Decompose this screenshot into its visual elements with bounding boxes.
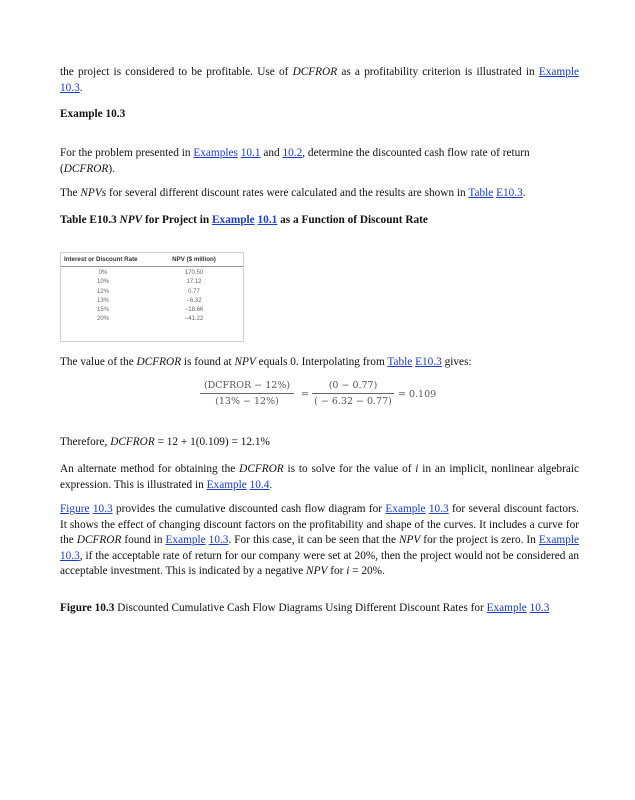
text: . — [269, 478, 273, 491]
text: An alternate method for obtaining the — [60, 463, 240, 475]
text: = 20%. — [349, 565, 385, 578]
text: as a Function of Discount Rate — [277, 214, 428, 226]
table-row — [61, 306, 243, 315]
denominator: (13% − 12%) — [200, 393, 294, 407]
term-npvs: NPVs — [80, 187, 107, 199]
table-row — [61, 288, 243, 297]
cell-rate: 20% — [96, 316, 109, 323]
text: . For this case, it can be seen that the — [228, 534, 399, 547]
example-heading: Example 10.3 — [60, 108, 126, 120]
text: ( — [60, 162, 64, 175]
link-figure[interactable]: Figure — [60, 503, 90, 515]
text: For the problem presented in — [60, 147, 194, 159]
link-10-3[interactable]: 10.3 — [208, 534, 229, 547]
text: found in — [121, 534, 166, 547]
cell-npv: 17.12 — [186, 279, 202, 286]
link-e10-3[interactable]: E10.3 — [496, 187, 523, 199]
link-example[interactable]: Example — [165, 534, 206, 547]
npv-table — [60, 252, 244, 342]
text: provides the cumulative discounted cash flow diagram for — [112, 503, 386, 515]
link-e10-3[interactable]: E10.3 — [415, 356, 442, 368]
figure-label: Figure 10.3 — [60, 602, 115, 614]
term-dcfror: DCFROR — [136, 356, 182, 368]
term-npv: NPV — [306, 565, 328, 578]
link-10-1[interactable]: 10.1 — [257, 214, 278, 226]
paragraph-npvs — [60, 186, 579, 202]
link-table[interactable]: Table — [387, 356, 413, 368]
cell-npv: −41.22 — [184, 316, 204, 323]
text: = 12 + 1(0.109) = 12.1% — [154, 436, 270, 448]
text: The value of the — [60, 356, 137, 368]
term-npv: NPV — [234, 356, 256, 368]
text: and — [260, 147, 283, 159]
term-npv: NPV — [119, 214, 143, 226]
equals-sign: = — [301, 389, 309, 400]
text: Discounted Cumulative Cash Flow Diagrams Using Different Discount Rates for — [114, 602, 487, 614]
text: Table E10.3 — [60, 214, 120, 226]
paragraph-problem — [60, 146, 579, 177]
paragraph-interpolating — [60, 355, 579, 371]
header-npv: NPV ($ million) — [145, 253, 243, 267]
text: . — [522, 187, 526, 199]
denominator: ( − 6.32 − 0.77) — [312, 393, 394, 407]
text: the project is considered to be profitable. Use of — [60, 66, 293, 78]
paragraph-profitability — [60, 65, 579, 96]
interpolation-equation — [196, 380, 456, 414]
text: is found at — [181, 356, 235, 368]
cell-npv: 0.77 — [188, 288, 200, 295]
text: in an implicit, nonlinear algebraic expression. This is illustrated in — [60, 463, 580, 491]
table-row — [61, 267, 243, 279]
link-examples[interactable]: Examples — [193, 147, 238, 159]
term-i: i — [346, 565, 350, 578]
paragraph-therefore — [60, 435, 579, 451]
text: for — [327, 565, 347, 578]
link-table[interactable]: Table — [468, 187, 494, 199]
cell-rate: 15% — [96, 307, 109, 314]
fraction-right — [312, 380, 394, 407]
text: for the project is zero. In — [420, 534, 539, 547]
link-example[interactable]: Example — [538, 534, 579, 547]
term-dcfror: DCFROR — [292, 66, 338, 78]
text: for Project in — [142, 214, 213, 226]
text: ). — [108, 162, 115, 175]
link-10-4[interactable]: 10.4 — [249, 478, 270, 491]
link-10-3[interactable]: 10.3 — [529, 602, 550, 614]
cell-rate: 13% — [96, 297, 109, 304]
paragraph-figure-description — [60, 502, 579, 580]
header-discount-rate: Interest or Discount Rate — [61, 253, 145, 267]
table-row — [61, 278, 243, 287]
cell-rate: 10% — [96, 279, 109, 286]
table-row — [61, 315, 243, 324]
text: , determine the discounted cash flow rate of return — [302, 147, 530, 159]
text: equals 0. Interpolating from — [255, 356, 388, 368]
term-dcfror: DCFROR — [76, 534, 122, 547]
text: as a profitability criterion is illustrated in — [337, 66, 539, 78]
text: . — [79, 81, 83, 94]
cell-npv: −6.32 — [186, 297, 202, 304]
numerator: (0 − 0.77) — [328, 380, 378, 391]
link-10-3[interactable]: 10.3 — [60, 81, 80, 94]
fraction-left — [200, 380, 294, 407]
table-row — [61, 297, 243, 306]
cell-npv: 170.50 — [184, 270, 204, 276]
term-dcfror: DCFROR — [63, 162, 109, 175]
equation-result: = 0.109 — [398, 389, 437, 400]
link-example[interactable]: Example — [385, 503, 426, 515]
cell-npv: −18.66 — [184, 307, 204, 314]
link-example[interactable]: Example — [538, 66, 579, 78]
term-npv: NPV — [398, 534, 421, 547]
link-10-3[interactable]: 10.3 — [428, 503, 449, 515]
text: is to solve for the value of — [283, 463, 416, 475]
text: , if the acceptable rate of return for our company were set at 20%, then the project would not be considered an acceptable investment. This is indicated by a negative — [60, 549, 579, 578]
link-example[interactable]: Example — [486, 602, 527, 614]
link-10-3[interactable]: 10.3 — [60, 549, 80, 562]
numerator: (DCFROR − 12%) — [203, 380, 291, 391]
text: gives: — [441, 356, 472, 368]
link-example[interactable]: Example — [212, 214, 255, 226]
link-10-2[interactable]: 10.2 — [282, 147, 303, 159]
link-10-1[interactable]: 10.1 — [240, 147, 261, 159]
paragraph-alternate-method — [60, 462, 579, 493]
figure-caption — [60, 601, 579, 617]
term-dcfror: DCFROR — [110, 436, 155, 448]
cell-rate: 0% — [98, 270, 108, 276]
cell-rate: 12% — [96, 288, 109, 295]
text: for several discount factors. It shows the effect of changing discount factors on the profitability and shape of the curves. It includes a curve for the — [60, 503, 580, 547]
text: The — [60, 187, 81, 199]
term-dcfror: DCFROR — [239, 463, 284, 475]
link-example[interactable]: Example — [206, 478, 247, 491]
text: for several different discount rates were calculated and the results are shown in — [106, 187, 469, 199]
term-i: i — [415, 463, 419, 475]
text: Therefore, — [60, 436, 111, 448]
table-caption — [60, 213, 579, 229]
link-10-3[interactable]: 10.3 — [92, 503, 113, 515]
